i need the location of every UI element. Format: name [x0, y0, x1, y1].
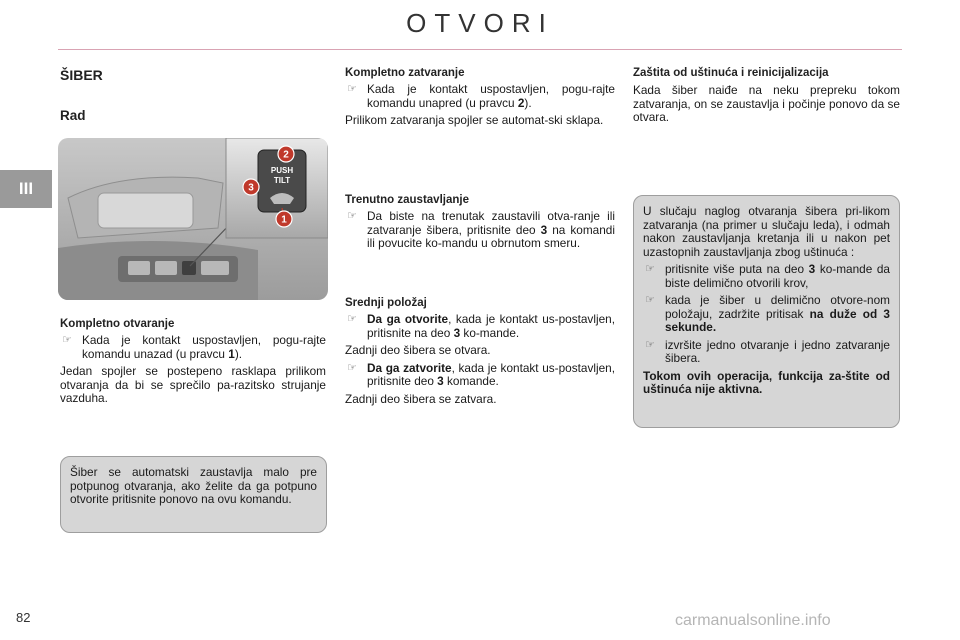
mid-open-result: Zadnji deo šibera se otvara.: [345, 343, 491, 357]
hand-pointer-icon: ☞: [645, 338, 655, 351]
console-button: [182, 261, 196, 275]
console-panel: [98, 193, 193, 228]
mid-close-result: Zadnji deo šibera se zatvara.: [345, 391, 497, 406]
mid-open-bullet: ☞ Da ga otvorite, kada je kontakt us-postavljen, pritisnite na deo 3 ko-mande.: [347, 312, 615, 340]
console-button: [155, 261, 177, 275]
hand-pointer-icon: ☞: [347, 313, 357, 325]
note-box: [60, 456, 327, 533]
antipinch-paragraph: Kada šiber naiđe na neku prepreku tokom zatvaranja, on se zaustavlja i počinje ponovo da se otvara.: [633, 83, 900, 124]
switch-label-tilt: TILT: [273, 176, 291, 185]
open-full-bullet: ☞ Kada je kontakt uspostavljen, pogu-rajte komandu unazad (u pravcu 1).: [62, 333, 326, 361]
hand-pointer-icon: ☞: [347, 83, 357, 95]
reinit-warning: Tokom ovih operacija, funkcija za-štite od uštinuća nije aktivna.: [643, 368, 890, 396]
watermark: carmanualsonline.info: [675, 612, 831, 629]
close-full-title: Kompletno zatvaranje: [345, 67, 465, 79]
page-title: OTVORI: [406, 8, 554, 38]
callout-2: [278, 146, 294, 162]
mid-close-bullet: ☞ Da ga zatvorite, kada je kontakt us-postavljen, pritisnite deo 3 komande.: [347, 360, 615, 388]
reinit-bullet-1: ☞ pritisnite više puta na deo 3 ko-mande da biste delimično otvorili krov,: [645, 262, 890, 290]
reinit-box: [633, 195, 900, 428]
hand-pointer-icon: ☞: [645, 294, 655, 306]
console-button: [201, 261, 229, 275]
switch-label-push: PUSH: [270, 166, 294, 175]
page-number: 82: [16, 610, 31, 625]
header-divider: [58, 49, 902, 50]
callout-3: [243, 179, 260, 195]
hand-pointer-icon: ☞: [62, 334, 72, 346]
subsection-title: Rad: [60, 108, 86, 123]
callout-2-label: 2: [283, 149, 289, 161]
reinit-bullet-3: ☞ izvršite jedno otvaranje i jedno zatvaranje šibera.: [645, 337, 890, 365]
sunroof-control-figure: [58, 138, 328, 300]
close-full-paragraph: Prilikom zatvaranja spojler se automat-ski sklapa.: [345, 113, 604, 127]
callout-1-label: 1: [281, 214, 287, 226]
stop-title: Trenutno zaustavljanje: [345, 194, 469, 206]
hand-pointer-icon: ☞: [347, 210, 357, 222]
stop-bullet: ☞ Da biste na trenutak zaustavili otva-ranje ili zatvaranje šibera, pritisnite deo 3 na komandi ili povucite ko-mandu u obrnutom smeru.: [347, 209, 615, 250]
console-button: [128, 261, 150, 275]
section-title: ŠIBER: [60, 67, 103, 83]
note-text: Šiber se automatski zaustavlja malo pre potpunog otvaranja, ako želite da ga potpuno otvorite pritisnite ponovo na ovu komandu.: [70, 465, 317, 506]
open-full-paragraph: Jedan spojler se postepeno rasklapa prilikom otvaranja da bi se sprečilo pa-razitsko strujanje vazduha.: [60, 364, 326, 405]
hand-pointer-icon: ☞: [645, 263, 655, 275]
mid-position-title: Srednji položaj: [345, 297, 427, 309]
open-full-title: Kompletno otvaranje: [60, 318, 175, 330]
reinit-intro: U slučaju naglog otvaranja šibera pri-likom zatvaranja (na primer u slučaju leda), i odmah nakon zaustavljanja kretanja ili u nakon pet uzastopnih zaustavljanja zbog uštinuća :: [643, 204, 890, 259]
antipinch-title: Zaštita od uštinuća i reinicijalizacija: [633, 67, 829, 79]
close-full-bullet: ☞ Kada je kontakt uspostavljen, pogu-rajte komandu unapred (u pravcu 2).: [347, 82, 615, 110]
reinit-bullet-2: ☞ kada je šiber u delimično otvore-nom položaju, zadržite pritisak na duže od 3 sekunde.: [645, 293, 890, 334]
callout-3-label: 3: [248, 182, 254, 194]
chapter-tab: III: [0, 170, 52, 208]
hand-pointer-icon: ☞: [347, 361, 357, 374]
